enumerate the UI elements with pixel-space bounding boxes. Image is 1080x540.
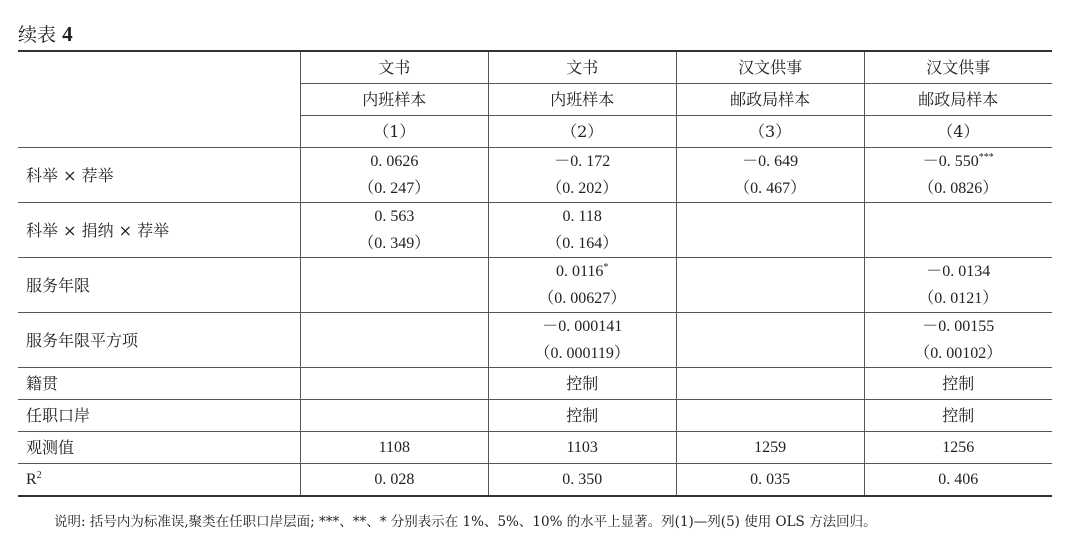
regression-table bbox=[18, 50, 1052, 497]
column-number: （1） bbox=[300, 116, 488, 148]
coef-cell: －0. 00155 bbox=[864, 313, 1052, 341]
control-cell bbox=[300, 368, 488, 400]
obs-cell: 1103 bbox=[488, 432, 676, 464]
table-caption bbox=[18, 22, 73, 47]
header-cell: 邮政局样本 bbox=[676, 84, 864, 116]
row-label: $R^2$ bbox=[18, 464, 300, 497]
se-cell: （0. 164） bbox=[488, 230, 676, 258]
se-cell bbox=[676, 230, 864, 258]
row-label: 任职口岸 bbox=[18, 400, 300, 432]
header-cell: 文书 bbox=[300, 51, 488, 84]
table-row bbox=[18, 258, 1052, 286]
se-cell bbox=[300, 340, 488, 368]
header-cell: 汉文供事 bbox=[864, 51, 1052, 84]
coef-cell bbox=[676, 258, 864, 286]
coef-cell: 0. 0626 bbox=[300, 148, 488, 176]
header-row-position bbox=[18, 51, 1052, 84]
coef-cell bbox=[300, 258, 488, 286]
r2-cell: 0. 035 bbox=[676, 464, 864, 497]
row-label: 服务年限 bbox=[18, 258, 300, 313]
control-cell bbox=[300, 400, 488, 432]
se-cell bbox=[864, 230, 1052, 258]
coef-cell: －0. 0134 bbox=[864, 258, 1052, 286]
header-cell: 内班样本 bbox=[488, 84, 676, 116]
column-number: （3） bbox=[676, 116, 864, 148]
se-cell: （0. 00102） bbox=[864, 340, 1052, 368]
observations-row bbox=[18, 432, 1052, 464]
se-cell: （0. 0121） bbox=[864, 285, 1052, 313]
control-row bbox=[18, 400, 1052, 432]
se-cell bbox=[300, 285, 488, 313]
control-cell bbox=[676, 368, 864, 400]
control-cell: 控制 bbox=[488, 400, 676, 432]
coef-cell bbox=[676, 203, 864, 231]
table-note: 说明: 括号内为标准误,聚类在任职口岸层面; ***、**、* 分别表示在 1%、5%、10% 的水平上显著。列(1)—列(5) 使用 OLS 方法回归。 bbox=[54, 514, 877, 530]
r2-row bbox=[18, 464, 1052, 497]
se-cell: （0. 000119） bbox=[488, 340, 676, 368]
header-cell: 文书 bbox=[488, 51, 676, 84]
row-label: 籍贯 bbox=[18, 368, 300, 400]
se-cell: （0. 349） bbox=[300, 230, 488, 258]
obs-cell: 1256 bbox=[864, 432, 1052, 464]
header-cell: 内班样本 bbox=[300, 84, 488, 116]
header-cell: 汉文供事 bbox=[676, 51, 864, 84]
row-label: 观测值 bbox=[18, 432, 300, 464]
coef-cell: －0. 000141 bbox=[488, 313, 676, 341]
header-cell: 邮政局样本 bbox=[864, 84, 1052, 116]
row-label: 科举 × 捐纳 × 荐举 bbox=[18, 203, 300, 258]
coef-cell: 0. 563 bbox=[300, 203, 488, 231]
row-label: 科举 × 荐举 bbox=[18, 148, 300, 203]
caption-number: 4 bbox=[62, 22, 73, 46]
coef-cell: 0. 118 bbox=[488, 203, 676, 231]
table-row bbox=[18, 148, 1052, 176]
r2-cell: 0. 028 bbox=[300, 464, 488, 497]
se-cell bbox=[676, 285, 864, 313]
se-cell: （0. 467） bbox=[676, 175, 864, 203]
obs-cell: 1108 bbox=[300, 432, 488, 464]
control-cell: 控制 bbox=[488, 368, 676, 400]
coef-cell bbox=[300, 313, 488, 341]
se-cell bbox=[676, 340, 864, 368]
coef-cell: 0. 0116* bbox=[488, 258, 676, 286]
coef-cell: －0. 550*** bbox=[864, 148, 1052, 176]
se-cell: （0. 0826） bbox=[864, 175, 1052, 203]
se-cell: （0. 202） bbox=[488, 175, 676, 203]
header-row-sample bbox=[18, 84, 1052, 116]
coef-cell: －0. 172 bbox=[488, 148, 676, 176]
column-number: （4） bbox=[864, 116, 1052, 148]
r2-cell: 0. 350 bbox=[488, 464, 676, 497]
control-cell: 控制 bbox=[864, 368, 1052, 400]
row-label: 服务年限平方项 bbox=[18, 313, 300, 368]
coef-cell: －0. 649 bbox=[676, 148, 864, 176]
column-number: （2） bbox=[488, 116, 676, 148]
coef-cell bbox=[676, 313, 864, 341]
se-cell: （0. 00627） bbox=[488, 285, 676, 313]
caption-prefix: 续表 bbox=[18, 24, 57, 46]
control-cell bbox=[676, 400, 864, 432]
coef-cell bbox=[864, 203, 1052, 231]
header-row-column-number bbox=[18, 116, 1052, 148]
control-cell: 控制 bbox=[864, 400, 1052, 432]
table-row bbox=[18, 203, 1052, 231]
control-row bbox=[18, 368, 1052, 400]
r2-cell: 0. 406 bbox=[864, 464, 1052, 497]
obs-cell: 1259 bbox=[676, 432, 864, 464]
table-row bbox=[18, 313, 1052, 341]
se-cell: （0. 247） bbox=[300, 175, 488, 203]
